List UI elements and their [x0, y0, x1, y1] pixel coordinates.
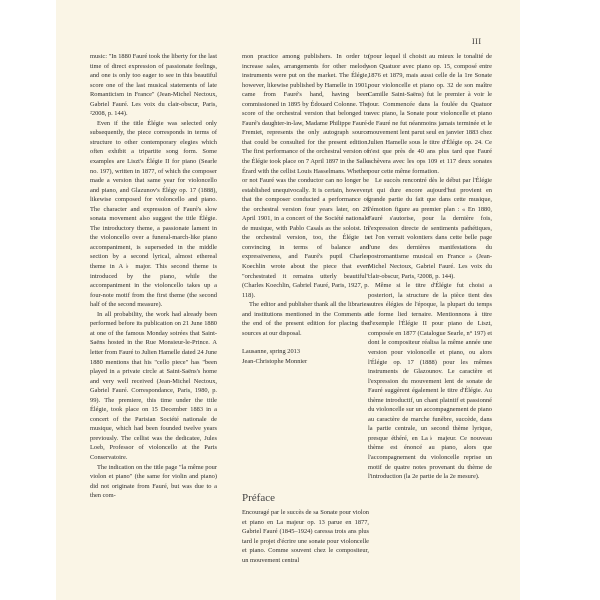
paragraph: mon practice among publishers. In order to increase sales, arrangements for other melody instruments were put on the market. The Élégie, however, likewise published by Hamelle in 1901, came from Fauré's hand, having been commissioned in 1895 by Édouard Colonne. The score of the orchestral version that belonged to Fauré's daughter-in-law, Madame Philippe Fauré-Fremiet, represents the only autograph source that could be consulted for the present edition. The first performance of the orchestral version of the Élégie took place on 7 April 1897 in the Salle Érard with the cellist Louis Hasselmans. Whether or not Fauré was the conductor can no longer be established unequivocally. It is certain, however, that the composer conducted a performance of the orchestral version four years later, on 26 April 1901, in a concert of the Société nationale de musique, with Pablo Casals as the soloist. In the orchestral version, too, the Élégie is convincing in terms of balance and expressiveness, and Fauré's pupil Charles Koechlin wrote about the piece that even "orchestrated it remains utterly beautiful" (Charles Koechlin, Gabriel Fauré, Paris, 1927, p. 118). — [242, 53, 369, 299]
paragraph: (pour lequel il choisit au mieux le tonalité de son Quatuor avec piano op. 15, composé entre 1876 et 1879, mais aussi celle de la 1re Sonate pour violoncelle et piano op. 32 de son maître Camille Saint-Saëns) fut le premier à voir le jour. Commencée dans la foulée du Quatuor avec piano, la Sonate pour violoncelle et piano de Fauré ne fut néanmoins jamais terminée et le mouvement lent parut seul en janvier 1883 chez Julien Hamelle sous le titre d'Élégie op. 24. Ce n'est que près de 40 ans plus tard que Fauré achèvera avec les ops 109 et 117 deux sonates pour cette même formation. — [368, 53, 492, 175]
paragraph: Even if the title Élégie was selected only subsequently, the piece corresponds in terms of structure to other contemporary elegies which often exhibit a tripartite song form. Some examples are Liszt's Élégie II for piano (Searle no. 197), written in 1877, of which the composer made a version that same year for violoncello and piano, and Glazunov's Élégy op. 17 (1888), likewise composed for violoncello and piano. The character and expression of Fauré's slow sonata movement also suggest the title Élégie. The introductory theme, a passionate lament in the violoncello over a funeral-march-like piano accompaniment, is superseded in the middle section by a second lyrical, almost ethereal theme in A♭ major. This second theme is introduced by the piano, while the accompaniment in the violoncello takes up a four-note motif from the first theme (the second half of the second measure). — [90, 119, 217, 309]
paragraph: music: "In 1880 Fauré took the liberty for the last time of direct expression of passionate feelings, and one is only too eager to see in this beautiful score one of the last musical statements of late Romanticism in France" (Jean-Michel Nectoux, Gabriel Fauré. Les voix du clair-obscur, Paris, ²2008, p. 144). — [90, 53, 217, 118]
preface-text — [242, 508, 369, 565]
paragraph: The editor and publisher thank all the libraries and institutions mentioned in the Comments at the end of the present edition for placing the sources at our disposal. — [242, 301, 369, 337]
page-number: III — [472, 37, 482, 46]
english-column-2 — [242, 52, 369, 367]
english-column-1 — [90, 52, 217, 501]
paragraph: Le succès rencontré dès le début par l'Élégie et qui dure encore aujourd'hui provient en grande partie du fait que dans cette musique, l'émotion figure au premier plan : « En 1880, Fauré s'autorise, pour la dernière fois, l'expression directe de sentiments pathétiques, et l'on verrait volontiers dans cette belle page l'une des dernières manifestations du postromantisme musical en France » (Jean-Michel Nectoux, Gabriel Fauré. Les voix du clair-obscur, Paris, ²2008, p. 144). — [368, 177, 492, 280]
paragraph: In all probability, the work had already been performed before its publication on 21 June 1880 at one of the famous Monday soirées that Saint-Saëns hosted in the Rue Monsieur-le-Prince. A letter from Fauré to Julien Hamelle dated 24 June 1880 mentions that his "cello piece" has "been played in a private circle at Saint-Saëns's home and very well received (Jean-Michel Nectoux, Gabriel Fauré. Correspondance, Paris, 1980, p. 99). The premiere, this time under the title Élégie, took place on 15 December 1883 in a concert of the Parisian Société nationale de musique, which had been founded twelve years previously. The cellist was the dedicatee, Jules Loeb, Professor of violoncello at the Paris Conservatoire. — [90, 310, 217, 461]
french-column — [368, 52, 492, 482]
paragraph: The indication on the title page "la même pour violon et piano" (the same for violin and piano) did not originate from Fauré, but was due to a then com- — [90, 463, 217, 500]
paragraph: Même si le titre d'Élégie fut choisi a posteriori, la structure de la pièce tient des autres élégies de l'époque, la plupart du temps de forme lied ternaire. Mentionnons à titre d'exemple l'Élégie II pour piano de Liszt, composée en 1877 (Catalogue Searle, n° 197) et dont le compositeur réalisa la même année une version pour violoncelle et piano, ou alors l'Élégie op. 17 (1888) pour les mêmes instruments de Glazounov. Le caractère et l'expression du mouvement lent de sonate de Fauré suggèrent également le titre d'Élégie. Au thème introductif, un chant plaintif et passionné du violoncelle sur un accompagnement de piano au caractère de marche funèbre, succède, dans la partie centrale, un second thème lyrique, presque éthéré, en La♭ majeur. Ce nouveau thème est énoncé au piano, alors que l'accompagnement du violoncelle reprise un motif de quatre notes provenant du thème de l'introduction (la 2e partie de la 2e mesure). — [368, 282, 492, 481]
paragraph: Encouragé par le succès de sa Sonate pour violon et piano en La majeur op. 13 parue en 1877, Gabriel Fauré (1845–1924) caressa trois ans plus tard le projet d'écrire une sonate pour violoncelle et piano. Comme souvent chez le compositeur, un mouvement central — [242, 509, 369, 564]
signature-place-date: Lausanne, spring 2013 — [242, 348, 301, 356]
signature-author: Jean-Christophe Monnier — [242, 357, 308, 365]
preface-heading: Préface — [242, 492, 275, 504]
